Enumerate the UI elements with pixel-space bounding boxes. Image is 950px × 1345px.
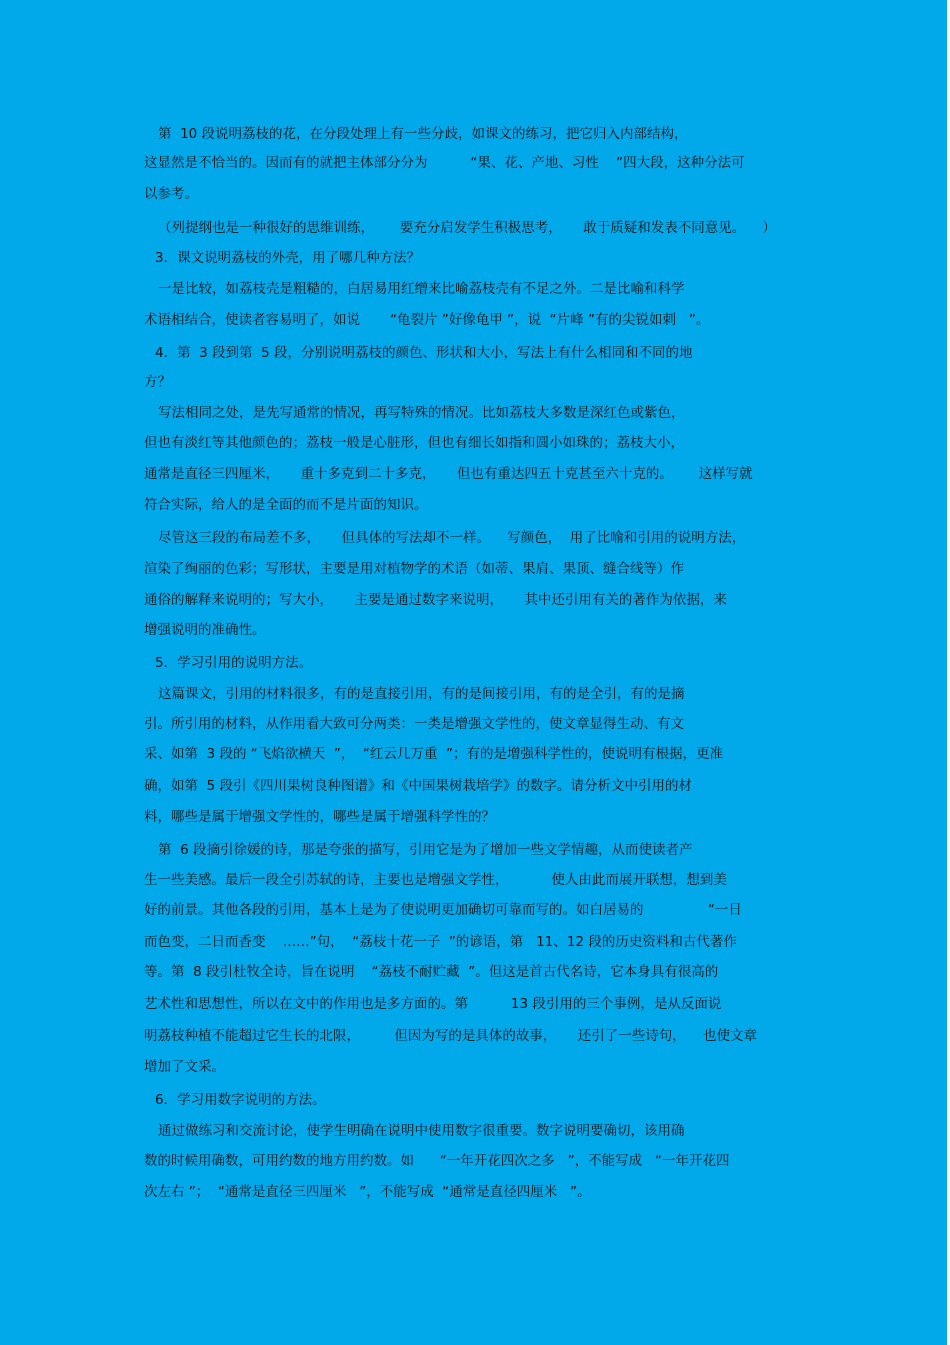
text-line: 通常是直径三四厘米， 重十多克到二十多克， 但也有重达四五十克甚至六十克的。 这样写就	[144, 466, 753, 482]
text-line: 第 6 段摘引徐媛的诗，那是夸张的描写，引用它是为了增加一些文学情趣，从而使读者产	[158, 842, 693, 858]
section-heading: 6．学习用数字说明的方法。	[155, 1092, 326, 1108]
text-line: 而色变，二日而香变 ……”句， “荔枝十花一子 ”的谚语，第 11、12 段的历史资料和古代著作	[144, 934, 737, 950]
text-line: 第 10 段说明荔枝的花，在分段处理上有一些分歧，如课文的练习，把它归入内部结构，	[158, 126, 688, 142]
text-line: 明荔枝种植不能超过它生长的北限， 但因为写的是具体的故事， 还引了一些诗句， 也使文章	[144, 1028, 757, 1044]
section-heading: 3．课文说明荔枝的外壳，用了哪几种方法？	[155, 250, 421, 266]
text-line: 尽管这三段的布局差不多， 但具体的写法却不一样。 写颜色， 用了比喻和引用的说明方法，	[158, 530, 746, 546]
text-line: 术语相结合，使读者容易明了，如说 “龟裂片 ”好像龟甲 ”，说 “片峰 ”有的尖锐如刺 ”。	[144, 312, 710, 328]
text-line: 通过做练习和交流讨论，使学生明确在说明中使用数字很重要。数字说明要确切，该用确	[158, 1123, 685, 1139]
text-line: 增强说明的准确性。	[144, 622, 266, 638]
text-line: 生一些美感。最后一段全引苏轼的诗，主要也是增强文学性， 使人由此而展开联想，想到美	[144, 872, 727, 888]
text-line: 引。所引用的材料，从作用看大致可分两类：一类是增强文学性的，使文章显得生动、有文	[144, 716, 684, 732]
text-line: 这显然是不恰当的。因而有的就把主体部分分为 “果、花、产地、习性 ”四大段，这种分法可	[144, 155, 745, 171]
text-line: 好的前景。其他各段的引用，基本上是为了使说明更加确切可靠而写的。如白居易的 “一日	[144, 902, 742, 918]
section-heading: 4．第 3 段到第 5 段，分别说明荔枝的颜色、形状和大小，写法上有什么相同和不同的地	[155, 345, 693, 361]
text-line: 数的时候用确数，可用约数的地方用约数。如 “一年开花四次之多 ”，不能写成 “一年开花四	[144, 1153, 730, 1169]
section-heading: 5．学习引用的说明方法。	[155, 655, 313, 671]
text-line: 增加了文采。	[144, 1059, 225, 1075]
text-line: 确，如第 5 段引《四川果树良种图谱》和《中国果树栽培学》的数字。请分析文中引用的材	[144, 778, 692, 794]
text-line: 采、如第 3 段的 “飞焰欲横天 ”， “红云几万重 ”；有的是增强科学性的，使说明有根据，更准	[144, 746, 723, 762]
text-line: 这篇课文，引用的材料很多，有的是直接引用，有的是间接引用，有的是全引，有的是摘	[158, 686, 685, 702]
text-line: 以参考。	[144, 186, 198, 202]
text-line: 符合实际，给人的是全面的而不是片面的知识。	[144, 497, 428, 513]
text-line: 写法相同之处，是先写通常的情况，再写特殊的情况。比如荔枝大多数是深红色或紫色，	[158, 405, 685, 421]
text-line: （列提纲也是一种很好的思维训练， 要充分启发学生积极思考， 敢于质疑和发表不同意见。 ）	[158, 220, 776, 236]
text-line: 一是比较，如荔枝壳是粗糙的，白居易用红缯来比喻荔枝壳有不足之外。二是比喻和科学	[158, 281, 685, 297]
text-line: 艺术性和思想性，所以在文中的作用也是多方面的。第 13 段引用的三个事例，是从反面说	[144, 996, 722, 1012]
text-line: 但也有淡红等其他颜色的；荔枝一般是心脏形，但也有细长如指和圆小如珠的；荔枝大小，	[144, 435, 684, 451]
text-line: 等。第 8 段引杜牧全诗，旨在说明 “荔枝不耐贮藏 ”。但这是首古代名诗，它本身具有很高的	[144, 964, 719, 980]
text-line: 通俗的解释来说明的；写大小， 主要是通过数字来说明， 其中还引用有关的著作为依据，来	[144, 592, 727, 608]
text-line: 方？	[144, 374, 171, 390]
text-line: 料，哪些是属于增强文学性的，哪些是属于增强科学性的？	[144, 809, 495, 825]
text-line: 次左右 ”； “通常是直径三四厘米 ”，不能写成 “通常是直径四厘米 ”。	[144, 1184, 591, 1200]
text-line: 渲染了绚丽的色彩；写形状，主要是用对植物学的术语（如蒂、果肩、果顶、缝合线等）作	[144, 561, 684, 577]
